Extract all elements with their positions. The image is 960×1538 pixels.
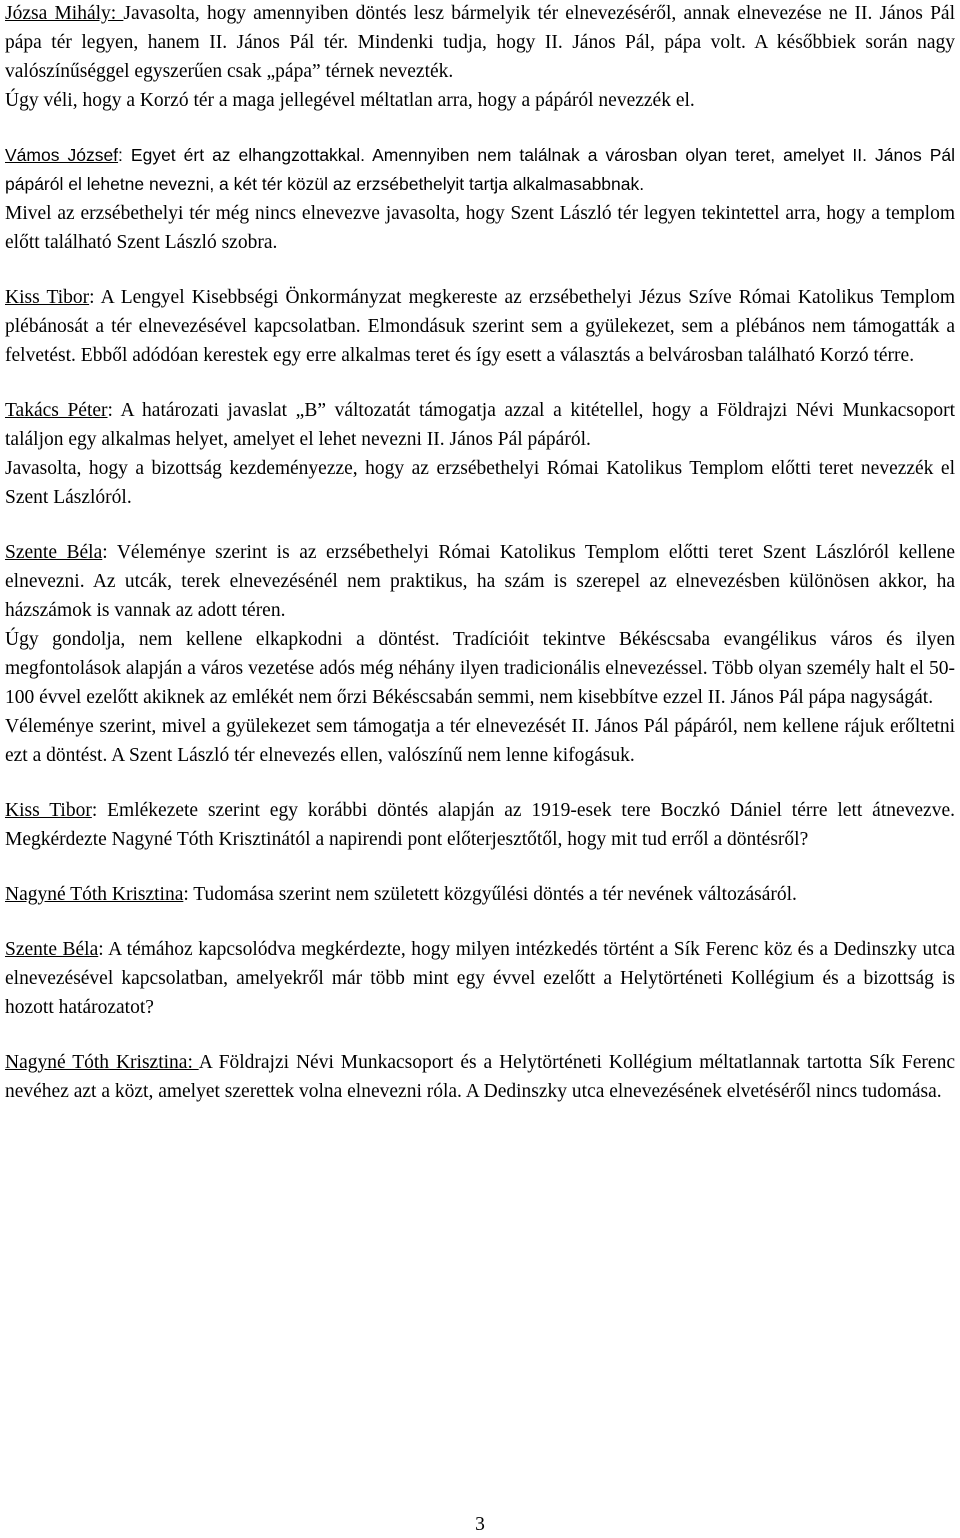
speaker-name: Nagyné Tóth Krisztina: [5, 1052, 199, 1073]
statement-text: : Emlékezete szerint egy korábbi döntés alapján az 1919-esek tere Boczkó Dániel térre lett átnevezve. Megkérdezte Nagyné Tóth Krisztinától a napirendi pont előterjesztőtől, hogy mit tud erről a döntésről? [5, 800, 955, 850]
speaker-name: Nagyné Tóth Krisztina [5, 884, 184, 905]
statement [5, 86, 955, 115]
statement [5, 880, 955, 909]
statement [5, 796, 955, 854]
statement-text: Úgy véli, hogy a Korzó tér a maga jellegével méltatlan arra, hogy a pápáról nevezzék el. [5, 90, 695, 111]
statement [5, 0, 955, 86]
statement-text: A Földrajzi Névi Munkacsoport és a Helytörténeti Kollégium méltatlannak tartotta Sík Ferenc nevéhez azt a közt, amelyet szerettek volna elnevezni róla. A Dedinszky utca elnevezésének elvetéséről nincs tudomása. [5, 1052, 955, 1102]
statement-text: : Egyet ért az elhangzottakkal. Amennyiben nem találnak a városban olyan teret, amelyet II. János Pál pápáról el lehetne nevezni, a két tér közül az erzsébethelyit tartja alkalmasabbnak. [5, 145, 955, 194]
statement [5, 454, 955, 512]
statement-text: Mivel az erzsébethelyi tér még nincs elnevezve javasolta, hogy Szent László tér legyen tekintettel arra, hogy a templom előtt található Szent László szobra. [5, 203, 955, 253]
statement [5, 712, 955, 770]
statement-text: : Véleménye szerint is az erzsébethelyi Római Katolikus Templom előtti teret Szent Lászlóról kellene elnevezni. Az utcák, terek elnevezésénél nem praktikus, ha szám is szerepel az elnevezésben különösen akkor, ha házszámok is vannak az adott téren. [5, 542, 956, 621]
statement [5, 396, 955, 454]
minutes-paragraph [5, 796, 955, 854]
minutes-body [5, 0, 955, 1132]
statement [5, 625, 955, 712]
minutes-paragraph [5, 141, 955, 199]
statement [5, 538, 955, 625]
statement-text: : A Lengyel Kisebbségi Önkormányzat megkereste az erzsébethelyi Jézus Szíve Római Katolikus Templom plébánosát a tér elnevezésével kapcsolatban. Elmondásuk szerint sem a gyülekezet, sem a plébános nem támogatták a felvetést. Ebből adódóan kerestek egy erre alkalmas teret és így esett a választás a belvárosban található Korzó térre. [5, 287, 955, 366]
minutes-paragraph [5, 199, 955, 257]
statement-text: Javasolta, hogy a bizottság kezdeményezze, hogy az erzsébethelyi Római Katolikus Templom előtti teret nevezzék el Szent Lászlóról. [5, 458, 955, 508]
statement-text: : Tudomása szerint nem született közgyűlési döntés a tér nevének változásáról. [183, 884, 797, 905]
minutes-paragraph [5, 396, 955, 512]
statement-text: Véleménye szerint, mivel a gyülekezet sem támogatja a tér elnevezését II. János Pál pápáról, nem kellene rájuk erőltetni ezt a döntést. A Szent László tér elnevezés ellen, valószínű nem lenne kifogásuk. [5, 716, 955, 766]
statement-text: : A témához kapcsolódva megkérdezte, hogy milyen intézkedés történt a Sík Ferenc köz és a Dedinszky utca elnevezésével kapcsolatban, amelyekről már több mint egy évvel ezelőtt a Helytörténeti Kollégium és a bizottság is hozott határozatot? [5, 939, 956, 1018]
speaker-name: Takács Péter [5, 400, 108, 421]
speaker-name: Kiss Tibor [5, 800, 92, 821]
page-number: 3 [475, 1514, 485, 1535]
minutes-paragraph [5, 880, 955, 909]
statement [5, 199, 955, 257]
statement-text: Úgy gondolja, nem kellene elkapkodni a döntést. Tradícióit tekintve Békéscsaba evangélikus város és ilyen megfontolások alapján a város vezetése adós még néhány ilyen tradicionális elnevezéssel. Több olyan személy halt el 50-100 évvel ezelőtt akiknek az emlékét nem őrzi Békéscsabán semmi, nem kisebbítve ezzel II. János Pál pápa nagyságát. [5, 629, 955, 708]
speaker-name: Szente Béla [5, 939, 99, 960]
statement-text: : A határozati javaslat „B” változatát támogatja azzal a kitétellel, hogy a Földrajzi Névi Munkacsoport találjon egy alkalmas helyet, amelyet el lehet nevezni II. János Pál pápáról. [5, 400, 955, 450]
minutes-paragraph [5, 0, 955, 115]
minutes-paragraph [5, 283, 955, 370]
minutes-paragraph [5, 935, 955, 1022]
speaker-name: Vámos József [5, 145, 119, 165]
speaker-name: Szente Béla [5, 542, 103, 563]
statement [5, 283, 955, 370]
speaker-name: Józsa Mihály: [5, 3, 124, 24]
minutes-paragraph [5, 1048, 955, 1106]
minutes-paragraph [5, 538, 955, 770]
statement [5, 1048, 955, 1106]
statement-text: Javasolta, hogy amennyiben döntés lesz bármelyik tér elnevezéséről, annak elnevezése ne II. János Pál pápa tér legyen, hanem II. János Pál tér. Mindenki tudja, hogy II. János Pál, pápa volt. A későbbiek során nagy valószínűséggel egyszerűen csak „pápa” térnek nevezték. [5, 3, 955, 82]
statement [5, 141, 955, 199]
speaker-name: Kiss Tibor [5, 287, 90, 308]
statement [5, 935, 955, 1022]
